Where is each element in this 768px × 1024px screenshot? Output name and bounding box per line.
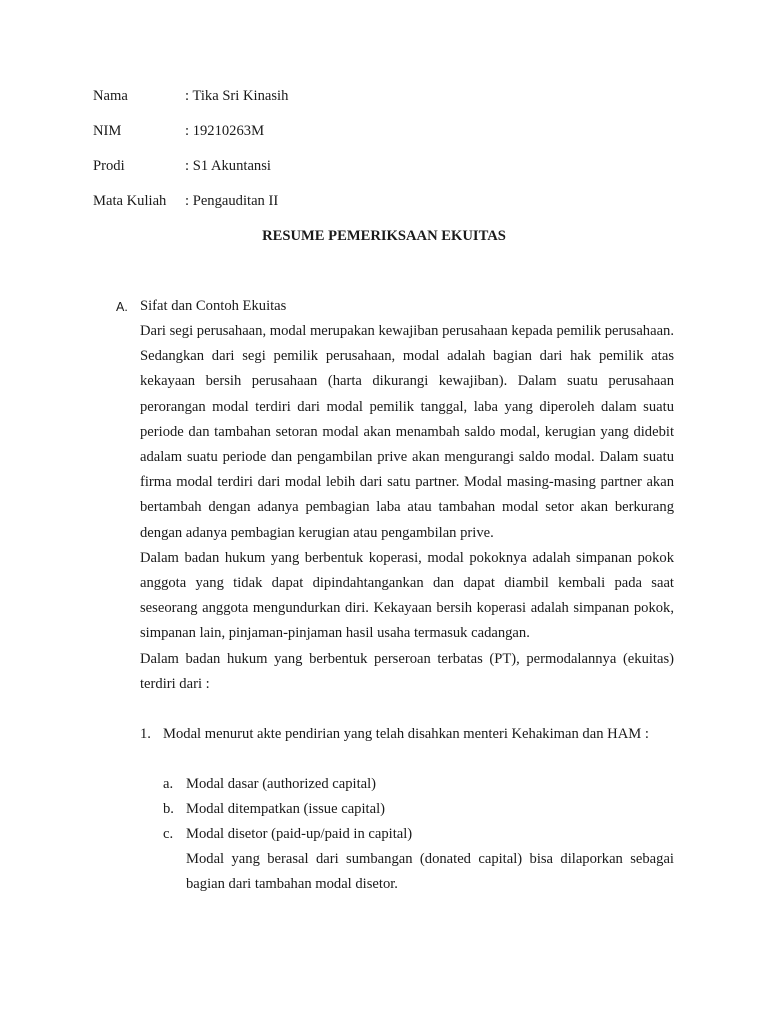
info-value: : Tika Sri Kinasih <box>185 88 289 104</box>
info-value: : S1 Akuntansi <box>185 158 271 174</box>
section-title: Sifat dan Contoh Ekuitas <box>140 298 287 314</box>
paragraph: Dalam badan hukum yang berbentuk perseroan terbatas (PT), permodalannya (ekuitas) terdiri dari : <box>140 650 674 692</box>
sub-list-note-text: Modal yang berasal dari sumbangan (donated capital) bisa dilaporkan sebagai bagian dari tambahan modal disetor. <box>186 851 674 892</box>
info-label: Mata Kuliah <box>93 193 167 209</box>
sub-list-item <box>163 772 674 797</box>
list-item-text: Modal menurut akte pendirian yang telah disahkan menteri Kehakiman dan HAM : <box>163 726 649 742</box>
list-number: 1. <box>140 726 151 742</box>
paragraph: Dalam badan hukum yang berbentuk koperasi, modal pokoknya adalah simpanan pokok anggota yang tidak dapat dipindahtangankan dan dapat diambil kembali pada saat seseorang anggota mengundurkan diri. Kekayaan bersih koperasi adalah simpanan pokok, simpanan lain, pinjaman-pinjaman hasil usaha termasuk cadangan. <box>140 549 674 642</box>
list-item <box>140 722 674 747</box>
document-title: RESUME PEMERIKSAAN EKUITAS <box>262 228 506 244</box>
paragraph: Dari segi perusahaan, modal merupakan kewajiban perusahaan kepada pemilik perusahaan. Sedangkan dari segi pemilik perusahaan, modal adalah bagian dari hak pemilik atas kekayaan bersih perusahaan (harta dikurangi kewajiban). Dalam suatu perusahaan perorangan modal terdiri dari modal pemilik tanggal, laba yang diperoleh dalam suatu periode dan tambahan setoran modal akan menambah saldo modal, kerugian yang didebit adalam suatu periode dan pengambilan prive akan mengurangi saldo modal. Dalam suatu firma modal terdiri dari modal lebih dari satu partner. Modal masing-masing partner akan bertambah dengan adanya pembagian laba atau tambahan modal setor akan berkurang dengan adanya pembagian kerugian atau pengambilan prive. <box>140 323 674 541</box>
section-marker: A. <box>116 300 128 314</box>
sub-list-note <box>163 847 674 897</box>
sub-list-letter: b. <box>163 801 174 817</box>
info-label: NIM <box>93 123 122 139</box>
info-label: Nama <box>93 88 128 104</box>
sub-list-text: Modal dasar (authorized capital) <box>186 776 377 792</box>
sub-list-letter: a. <box>163 776 174 792</box>
sub-list-text: Modal disetor (paid-up/paid in capital) <box>186 826 413 842</box>
info-value: : Pengauditan II <box>185 193 279 209</box>
sub-list-text: Modal ditempatkan (issue capital) <box>186 801 385 817</box>
sub-list-letter: c. <box>163 826 174 842</box>
info-value: : 19210263M <box>185 123 265 139</box>
sub-list-item <box>163 822 674 847</box>
sub-list-item <box>163 797 674 822</box>
section-body <box>140 319 674 697</box>
numbered-list <box>140 722 674 747</box>
info-label: Prodi <box>93 158 125 174</box>
